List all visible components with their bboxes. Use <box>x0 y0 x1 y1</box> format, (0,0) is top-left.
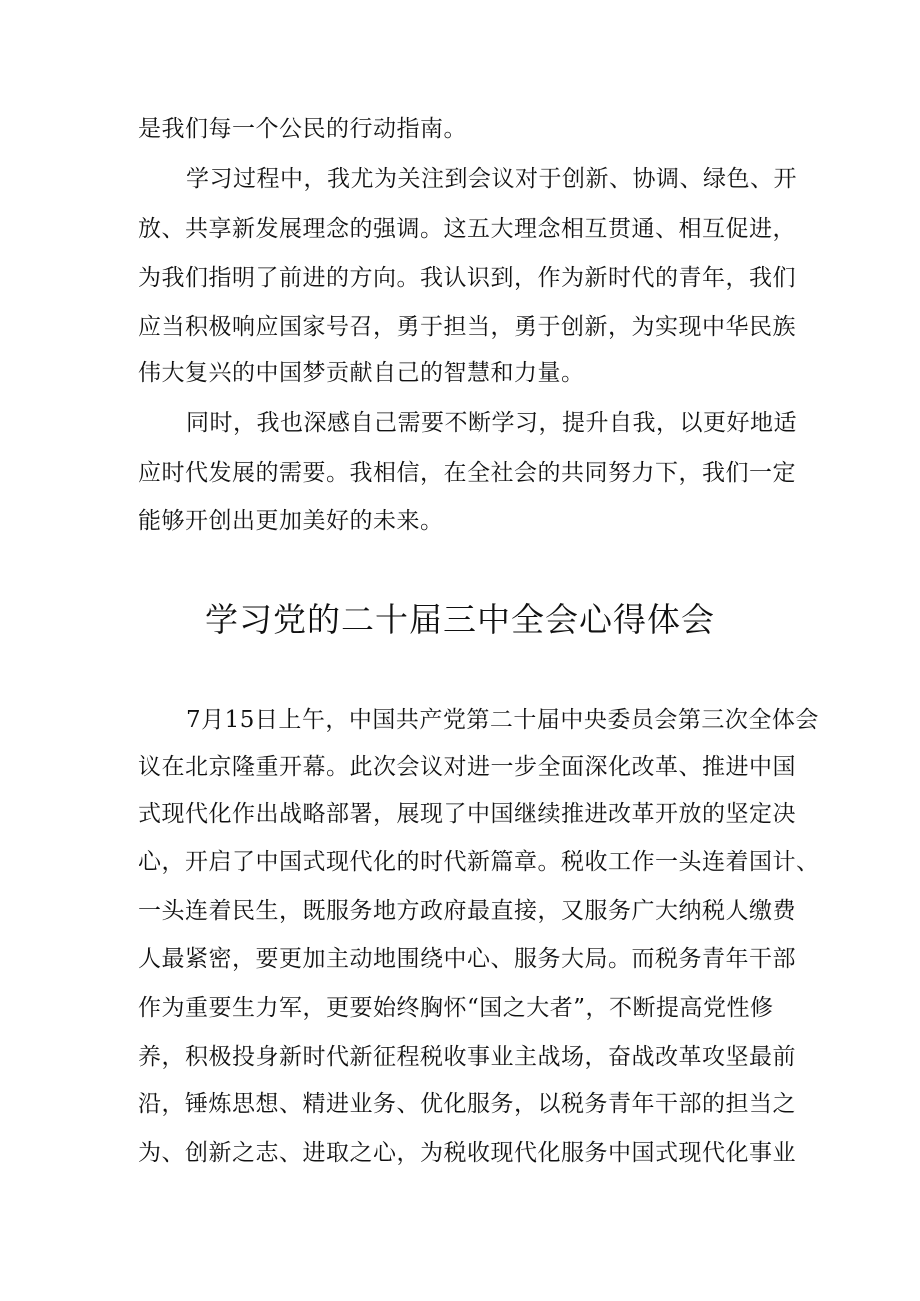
paragraph-4-line-5: 一头连着民生，既服务地方政府最直接，又服务广大纳税人缴费 <box>138 898 796 924</box>
paragraph-4-line-7: 作为重要生力军，更要始终胸怀“国之大者”，不断提高党性修 <box>138 995 774 1021</box>
paragraph-4-line-10: 为、创新之志、进取之心，为税收现代化服务中国式现代化事业 <box>138 1140 796 1166</box>
paragraph-4-line-9: 沿，锤炼思想、精进业务、优化服务，以税务青年干部的担当之 <box>138 1091 796 1117</box>
paragraph-3-line-2: 应时代发展的需要。我相信，在全社会的共同努力下，我们一定 <box>138 460 796 486</box>
paragraph-4-line-6: 人最紧密，要更加主动地围绕中心、服务大局。而税务青年干部 <box>138 946 796 972</box>
paragraph-4-line-2: 议在北京隆重开幕。此次会议对进一步全面深化改革、推进中国 <box>138 754 796 780</box>
paragraph-3-line-3: 能够开创出更加美好的未来。 <box>138 508 444 534</box>
document-title: 学习党的二十届三中全会心得体会 <box>205 600 715 639</box>
paragraph-2-line-2: 放、共享新发展理念的强调。这五大理念相互贯通、相互促进， <box>138 216 796 242</box>
paragraph-2-line-1: 学习过程中，我尤为关注到会议对于创新、协调、绿色、开 <box>186 166 797 192</box>
paragraph-4-line-1: 7月15日上午，中国共产党第二十届中央委员会第三次全体会 <box>186 707 819 733</box>
paragraph-4-line-4: 心，开启了中国式现代化的时代新篇章。税收工作一头连着国计、 <box>138 849 820 875</box>
paragraph-2-line-5: 伟大复兴的中国梦贡献自己的智慧和力量。 <box>138 360 585 386</box>
paragraph-2-line-4: 应当积极响应国家号召，勇于担当，勇于创新，为实现中华民族 <box>138 314 796 340</box>
paragraph-3-line-1: 同时，我也深感自己需要不断学习，提升自我，以更好地适 <box>186 410 797 436</box>
paragraph-4-line-8: 养，积极投身新时代新征程税收事业主战场，奋战改革攻坚最前 <box>138 1044 796 1070</box>
paragraph-2-line-3: 为我们指明了前进的方向。我认识到，作为新时代的青年，我们 <box>138 265 796 291</box>
paragraph-1-line-1: 是我们每一个公民的行动指南。 <box>138 116 467 142</box>
paragraph-4-line-3: 式现代化作出战略部署，展现了中国继续推进改革开放的坚定决 <box>138 801 796 827</box>
